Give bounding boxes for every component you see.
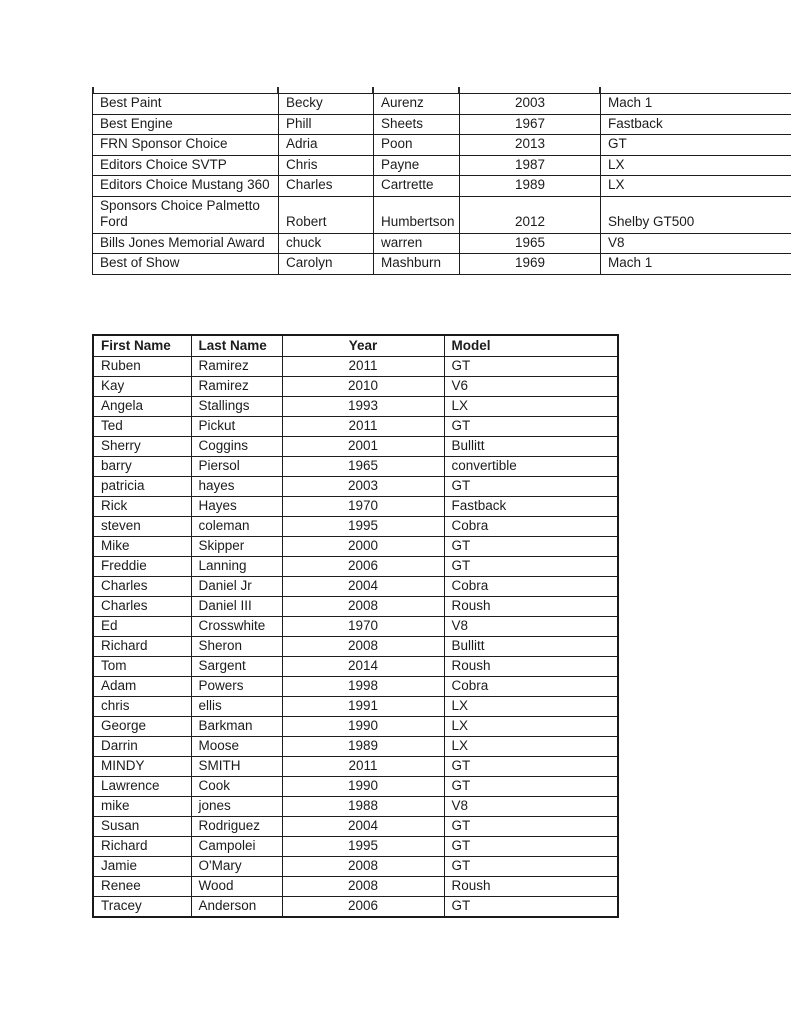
cell-model: LX	[601, 176, 791, 197]
cell-last-name: Powers	[191, 676, 282, 696]
cell-year: 1967	[460, 114, 601, 135]
cell-model: Mach 1	[601, 94, 791, 115]
cell-first-name: Ted	[93, 416, 191, 436]
cell-last-name: hayes	[191, 476, 282, 496]
cell-year: 2011	[282, 356, 444, 376]
header-row	[93, 335, 618, 356]
cell-model: V8	[444, 796, 618, 816]
table-row	[93, 796, 618, 816]
table-row	[93, 576, 618, 596]
cell-year: 1989	[460, 176, 601, 197]
awards-table	[92, 93, 791, 275]
cell-last-name: ellis	[191, 696, 282, 716]
cell-first-name: Charles	[279, 176, 374, 197]
cell-year: 1998	[282, 676, 444, 696]
cell-model: GT	[444, 756, 618, 776]
cell-year: 2008	[282, 596, 444, 616]
awards-table-container	[92, 93, 791, 275]
table-row	[93, 376, 618, 396]
table-row	[93, 876, 618, 896]
cell-model: Bullitt	[444, 436, 618, 456]
cell-year: 2013	[460, 135, 601, 156]
cell-model: Roush	[444, 656, 618, 676]
cell-first-name: Mike	[93, 536, 191, 556]
cell-last-name: warren	[374, 233, 460, 254]
cell-last-name: Ramirez	[191, 376, 282, 396]
table-row	[93, 496, 618, 516]
cell-first-name: George	[93, 716, 191, 736]
cell-first-name: patricia	[93, 476, 191, 496]
table-row	[93, 696, 618, 716]
registrations-table	[92, 334, 619, 918]
cell-last-name: Daniel III	[191, 596, 282, 616]
cell-model: GT	[444, 856, 618, 876]
cell-last-name: SMITH	[191, 756, 282, 776]
cell-first-name: Ruben	[93, 356, 191, 376]
cell-model: LX	[444, 736, 618, 756]
table-row	[93, 776, 618, 796]
cell-model: GT	[444, 556, 618, 576]
table-row	[93, 456, 618, 476]
cell-award-name: Best Engine	[93, 114, 279, 135]
table-row	[93, 616, 618, 636]
table-row	[93, 476, 618, 496]
cell-model: Fastback	[444, 496, 618, 516]
cell-model: Cobra	[444, 576, 618, 596]
cell-year: 2006	[282, 556, 444, 576]
cell-last-name: Stallings	[191, 396, 282, 416]
cell-year: 2006	[282, 896, 444, 917]
cell-first-name: Phill	[279, 114, 374, 135]
cell-model: GT	[444, 836, 618, 856]
cell-first-name: Freddie	[93, 556, 191, 576]
registrations-table-container	[92, 334, 619, 918]
cell-first-name: Tracey	[93, 896, 191, 917]
cell-last-name: Humbertson	[374, 196, 460, 233]
cell-last-name: O'Mary	[191, 856, 282, 876]
table-row	[93, 155, 791, 176]
cell-year: 2001	[282, 436, 444, 456]
cell-model: LX	[444, 396, 618, 416]
cell-last-name: Pickut	[191, 416, 282, 436]
cell-year: 1987	[460, 155, 601, 176]
cell-first-name: Darrin	[93, 736, 191, 756]
cell-model: GT	[444, 356, 618, 376]
table-row	[93, 114, 791, 135]
cell-last-name: Mashburn	[374, 254, 460, 275]
column-header-last-name: Last Name	[191, 335, 282, 356]
cell-last-name: Skipper	[191, 536, 282, 556]
cell-first-name: mike	[93, 796, 191, 816]
table-row	[93, 356, 618, 376]
cell-first-name: Chris	[279, 155, 374, 176]
cell-first-name: Kay	[93, 376, 191, 396]
cell-first-name: Sherry	[93, 436, 191, 456]
cell-model: Roush	[444, 596, 618, 616]
cell-model: GT	[444, 476, 618, 496]
table-row	[93, 596, 618, 616]
cell-first-name: Adam	[93, 676, 191, 696]
table-row	[93, 196, 791, 233]
cell-model: V8	[444, 616, 618, 636]
table-row	[93, 656, 618, 676]
cell-last-name: Piersol	[191, 456, 282, 476]
cell-first-name: chuck	[279, 233, 374, 254]
cell-award-name: Sponsors Choice Palmetto Ford	[93, 196, 279, 233]
cell-first-name: steven	[93, 516, 191, 536]
cell-year: 1991	[282, 696, 444, 716]
cell-award-name: FRN Sponsor Choice	[93, 135, 279, 156]
cell-year: 2003	[282, 476, 444, 496]
cell-year: 1970	[282, 616, 444, 636]
cell-model: LX	[444, 696, 618, 716]
cell-first-name: Susan	[93, 816, 191, 836]
cell-last-name: Sheets	[374, 114, 460, 135]
table-row	[93, 556, 618, 576]
table-row	[93, 416, 618, 436]
cell-last-name: Sargent	[191, 656, 282, 676]
table-row	[93, 716, 618, 736]
cell-year: 1989	[282, 736, 444, 756]
cell-model: GT	[444, 416, 618, 436]
cell-year: 2011	[282, 756, 444, 776]
cell-last-name: Moose	[191, 736, 282, 756]
cell-year: 1993	[282, 396, 444, 416]
cell-last-name: Sheron	[191, 636, 282, 656]
cell-model: Shelby GT500	[601, 196, 791, 233]
table-row	[93, 176, 791, 197]
table-row	[93, 536, 618, 556]
table-row	[93, 736, 618, 756]
column-header-model: Model	[444, 335, 618, 356]
table-row	[93, 233, 791, 254]
cell-year: 1990	[282, 716, 444, 736]
cell-year: 2010	[282, 376, 444, 396]
cell-first-name: Charles	[93, 576, 191, 596]
cell-first-name: chris	[93, 696, 191, 716]
cell-year: 1990	[282, 776, 444, 796]
cell-first-name: Richard	[93, 836, 191, 856]
cell-first-name: Lawrence	[93, 776, 191, 796]
cell-first-name: Renee	[93, 876, 191, 896]
cell-model: LX	[601, 155, 791, 176]
cell-award-name: Bills Jones Memorial Award	[93, 233, 279, 254]
cell-last-name: Rodriguez	[191, 816, 282, 836]
cell-year: 1965	[460, 233, 601, 254]
table-row	[93, 516, 618, 536]
cell-model: GT	[444, 816, 618, 836]
cell-first-name: Richard	[93, 636, 191, 656]
cell-year: 2004	[282, 576, 444, 596]
cell-first-name: Ed	[93, 616, 191, 636]
cell-model: LX	[444, 716, 618, 736]
cell-last-name: Aurenz	[374, 94, 460, 115]
cell-year: 2008	[282, 636, 444, 656]
cell-year: 1965	[282, 456, 444, 476]
cell-model: V8	[601, 233, 791, 254]
cell-first-name: Becky	[279, 94, 374, 115]
table-row	[93, 254, 791, 275]
cell-first-name: Tom	[93, 656, 191, 676]
cell-model: Mach 1	[601, 254, 791, 275]
cell-year: 2004	[282, 816, 444, 836]
table-row	[93, 396, 618, 416]
cell-last-name: Cook	[191, 776, 282, 796]
table-row	[93, 436, 618, 456]
cell-last-name: Campolei	[191, 836, 282, 856]
cell-last-name: Lanning	[191, 556, 282, 576]
cell-model: convertible	[444, 456, 618, 476]
cell-model: Fastback	[601, 114, 791, 135]
cell-award-name: Editors Choice SVTP	[93, 155, 279, 176]
cell-last-name: Barkman	[191, 716, 282, 736]
table-row	[93, 896, 618, 917]
column-header-first-name: First Name	[93, 335, 191, 356]
cell-last-name: Cartrette	[374, 176, 460, 197]
cell-last-name: Crosswhite	[191, 616, 282, 636]
cell-award-name: Editors Choice Mustang 360	[93, 176, 279, 197]
cell-year: 2012	[460, 196, 601, 233]
cell-model: Cobra	[444, 676, 618, 696]
table-row	[93, 94, 791, 115]
cell-last-name: Payne	[374, 155, 460, 176]
cell-model: Bullitt	[444, 636, 618, 656]
cell-year: 1969	[460, 254, 601, 275]
cell-first-name: MINDY	[93, 756, 191, 776]
cell-award-name: Best Paint	[93, 94, 279, 115]
cell-model: GT	[444, 536, 618, 556]
cell-model: Roush	[444, 876, 618, 896]
cell-first-name: Robert	[279, 196, 374, 233]
cell-last-name: Wood	[191, 876, 282, 896]
cell-last-name: Daniel Jr	[191, 576, 282, 596]
cell-first-name: Rick	[93, 496, 191, 516]
cell-last-name: Poon	[374, 135, 460, 156]
table-row	[93, 756, 618, 776]
cell-year: 1988	[282, 796, 444, 816]
cell-year: 2000	[282, 536, 444, 556]
cell-first-name: Carolyn	[279, 254, 374, 275]
cell-first-name: Jamie	[93, 856, 191, 876]
cell-last-name: Coggins	[191, 436, 282, 456]
cell-year: 1995	[282, 516, 444, 536]
cell-model: GT	[444, 776, 618, 796]
cell-year: 2011	[282, 416, 444, 436]
table-row	[93, 816, 618, 836]
cell-year: 1995	[282, 836, 444, 856]
cell-last-name: Anderson	[191, 896, 282, 917]
cell-model: Cobra	[444, 516, 618, 536]
cell-model: V6	[444, 376, 618, 396]
table-row	[93, 856, 618, 876]
cell-last-name: coleman	[191, 516, 282, 536]
cell-year: 2008	[282, 856, 444, 876]
cell-year: 2014	[282, 656, 444, 676]
cell-first-name: barry	[93, 456, 191, 476]
cell-last-name: jones	[191, 796, 282, 816]
table-row	[93, 636, 618, 656]
column-header-year: Year	[282, 335, 444, 356]
cell-first-name: Charles	[93, 596, 191, 616]
table-row	[93, 676, 618, 696]
cell-year: 2008	[282, 876, 444, 896]
cell-model: GT	[601, 135, 791, 156]
cell-year: 2003	[460, 94, 601, 115]
table-row	[93, 836, 618, 856]
cell-award-name: Best of Show	[93, 254, 279, 275]
cell-year: 1970	[282, 496, 444, 516]
cell-first-name: Angela	[93, 396, 191, 416]
cell-last-name: Ramirez	[191, 356, 282, 376]
table-row	[93, 135, 791, 156]
cell-last-name: Hayes	[191, 496, 282, 516]
cell-model: GT	[444, 896, 618, 917]
cell-first-name: Adria	[279, 135, 374, 156]
